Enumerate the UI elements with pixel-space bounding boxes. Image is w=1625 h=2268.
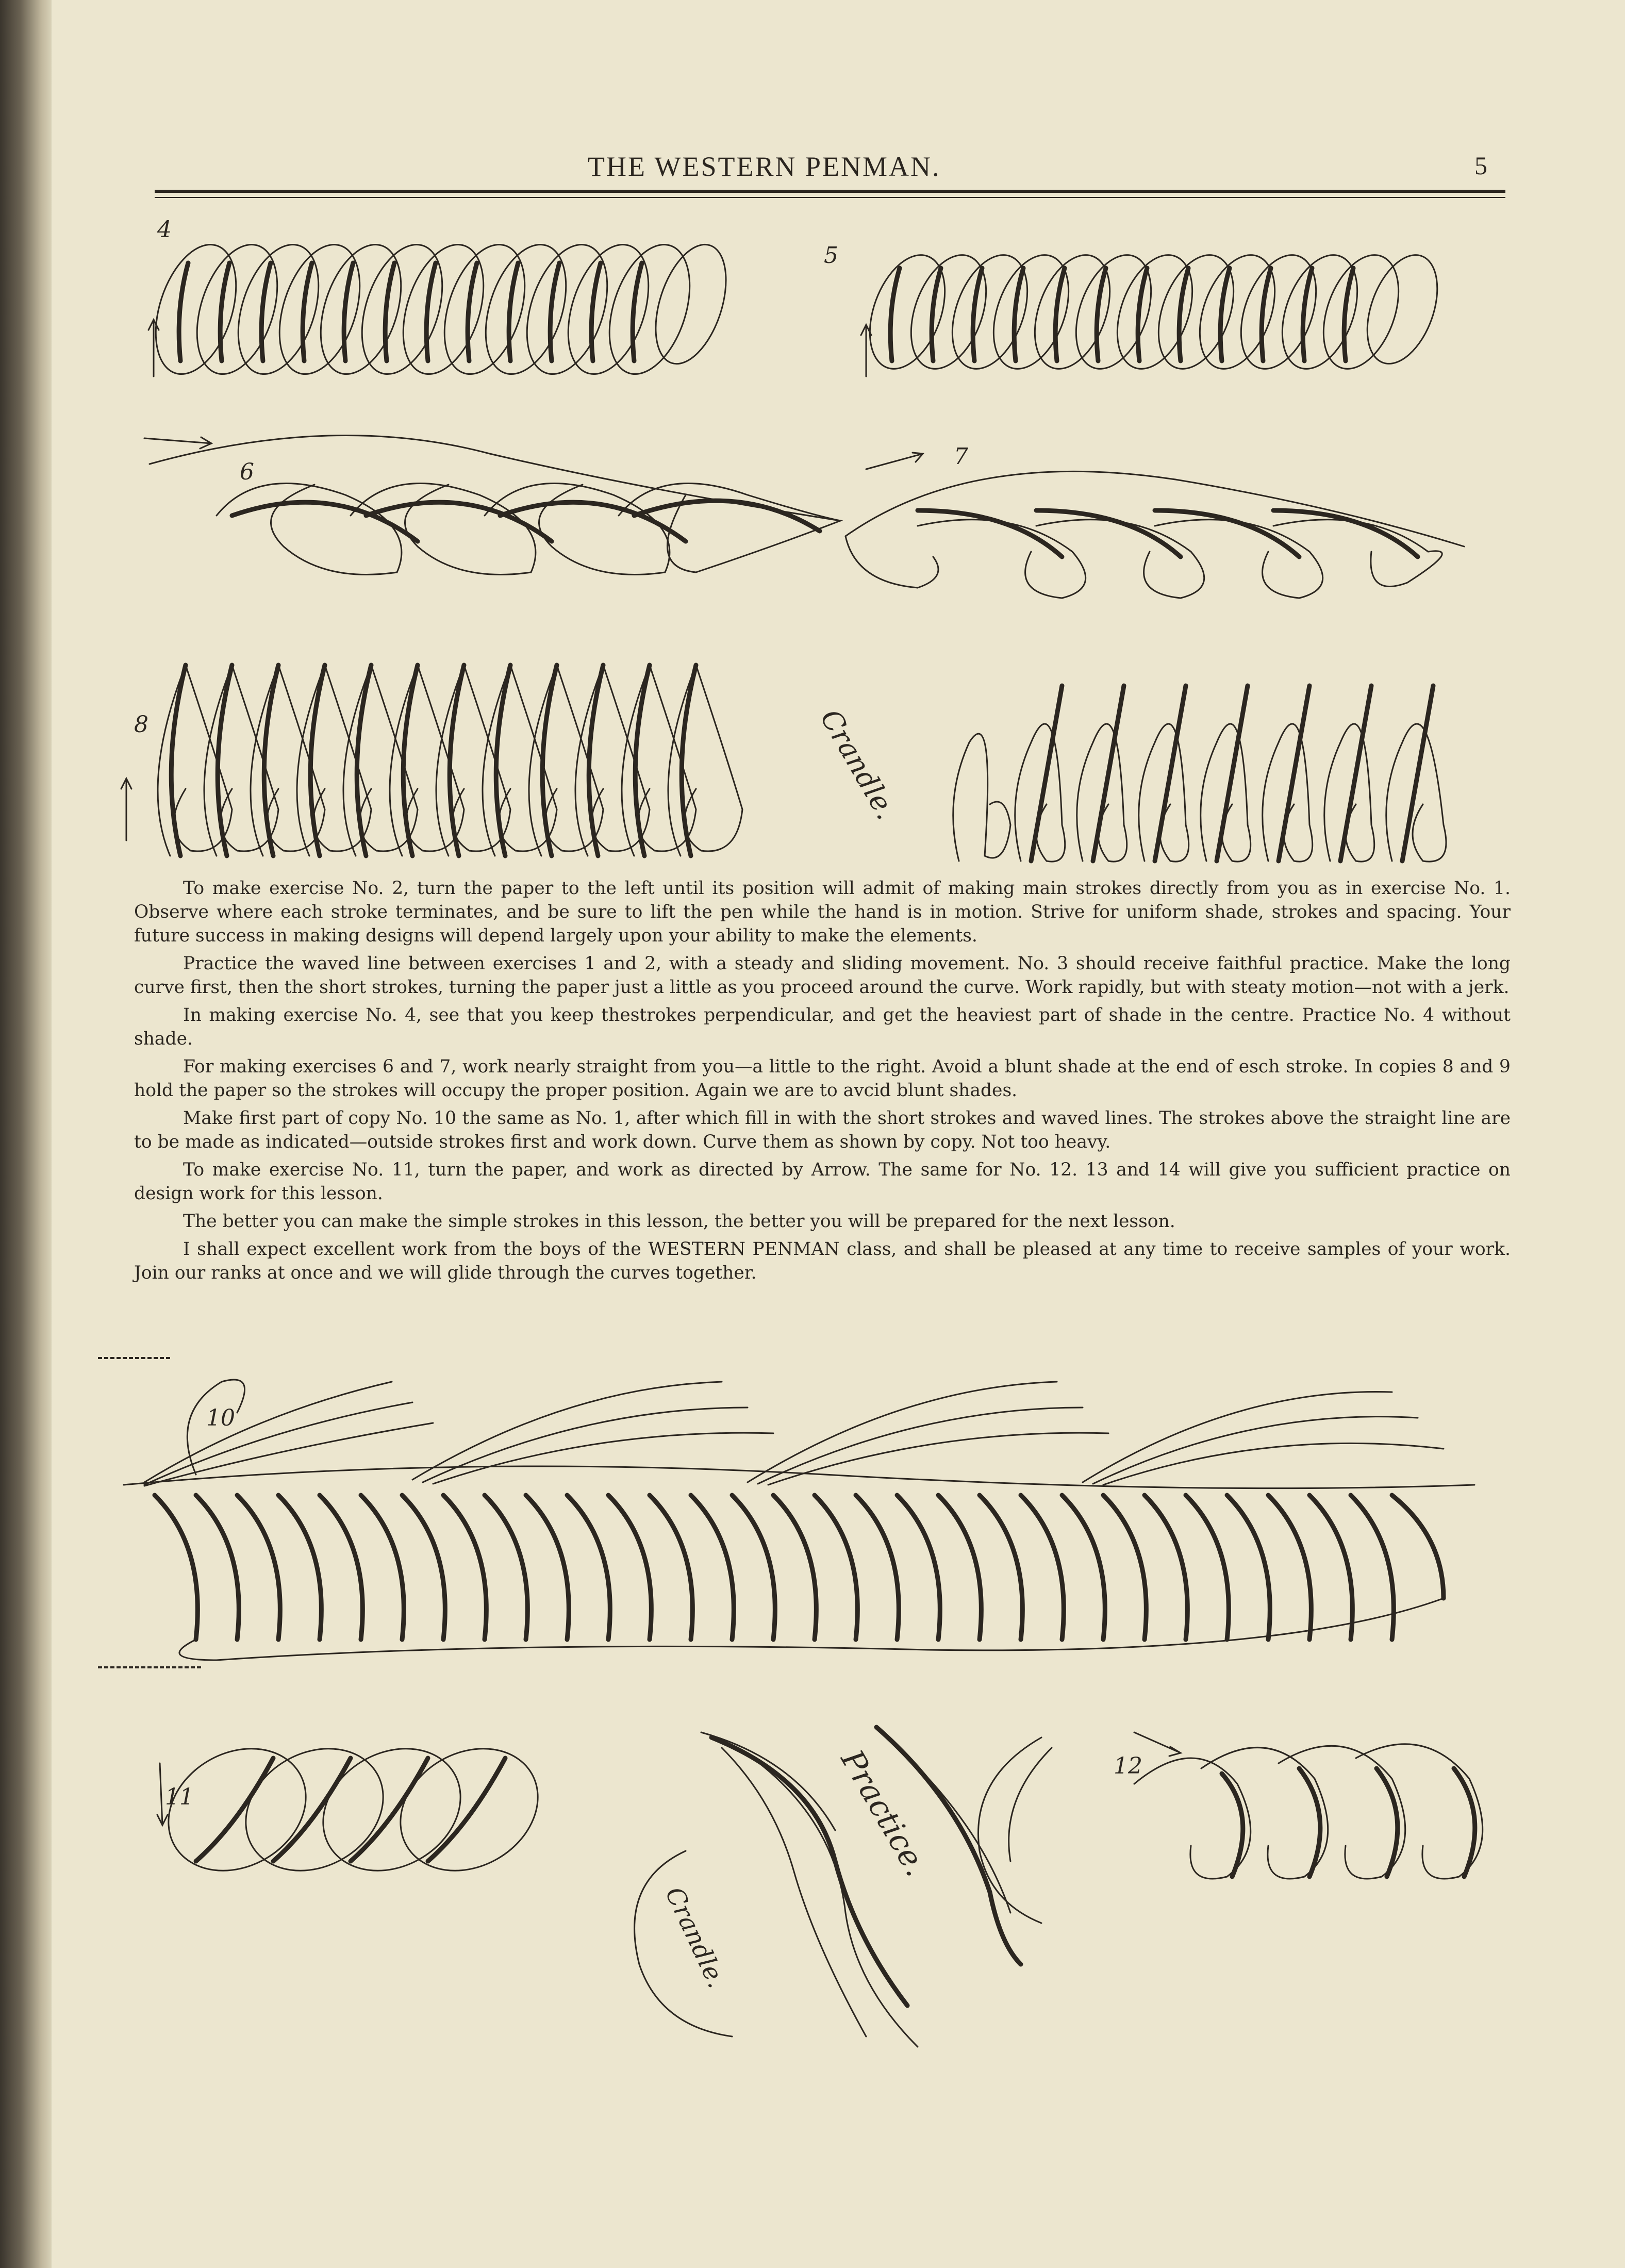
exercise-8-number: 8 (134, 711, 148, 738)
exercise-4-oval-chain (98, 217, 742, 392)
instruction-paragraph: I shall expect excellent work from the boys of the WESTERN PENMAN class, and shall be pleased at any time to receive samples of your work. Join our ranks at once and we will glide through the curves together. (134, 1239, 1511, 1283)
instruction-paragraph: To make exercise No. 11, turn the paper, and work as directed by Arrow. The same for No. 12. 13 and 14 will give you sufficient practice on design work for this lesson. (134, 1160, 1511, 1204)
header-rule-thin (155, 197, 1505, 198)
exercise-12-number: 12 (1114, 1753, 1142, 1779)
exercise-5-oval-chain (815, 222, 1474, 392)
exercise-5-number: 5 (824, 242, 838, 269)
running-title: THE WESTERN PENMAN. (588, 151, 941, 182)
exercise-10-flourish-band (103, 1351, 1505, 1670)
header-rule (155, 190, 1505, 193)
instructions-text (134, 876, 1511, 1289)
exercise-11-oval-strokes (103, 1722, 567, 1908)
exercise-7-leaf-strokes (815, 433, 1485, 608)
instruction-paragraph: Make first part of copy No. 10 the same as No. 1, after which fill in with the short strokes and waved lines. The strokes above the straight line are to be made as indicated—outside strokes first and work down. Curve them as shown by copy. Not too heavy. (134, 1108, 1511, 1152)
practice-word: Practice. (834, 1744, 935, 1883)
exercise-13-practice-design (598, 1717, 1093, 2088)
instruction-paragraph: For making exercises 6 and 7, work nearly straight from you—a little to the right. Avoid a blunt shade at the end of esch stroke. In copies 8 and 9 hold the paper so the strokes will occupy the proper position. Again we are to avcid blunt shades. (134, 1056, 1511, 1101)
exercise-6-number: 6 (240, 459, 254, 485)
exercise-6-leaf-strokes (129, 423, 861, 588)
instruction-paragraph: The better you can make the simple strokes in this lesson, the better you will be prepared for the next lesson. (183, 1211, 1175, 1232)
exercise-9-drop-strokes (928, 670, 1500, 866)
exercise-11-number: 11 (165, 1784, 194, 1810)
signature-crandle-2: Crandle. (659, 1882, 732, 1993)
exercise-10-number: 10 (206, 1405, 235, 1431)
page-number: 5 (1474, 151, 1487, 180)
instruction-paragraph: In making exercise No. 4, see that you keep thestrokes perpendicular, and get the heaviest part of shade in the centre. Practice No. 4 without shade. (134, 1005, 1511, 1049)
instruction-paragraph: Practice the waved line between exercises 1 and 2, with a steady and sliding movement. No. 3 should receive faithful practice. Make the long curve first, then the short strokes, turning the paper just a little as you proceed around the curve. Work rapidly, but with steaty motion—not with a jerk. (134, 953, 1511, 998)
exercise-8-drop-strokes (98, 655, 913, 861)
signature-crandle-1: Crandle. (814, 704, 903, 825)
exercise-4-number: 4 (157, 217, 172, 243)
book-binding (0, 0, 52, 2268)
instruction-paragraph: To make exercise No. 2, turn the paper to the left until its position will admit of making main strokes directly from you as in exercise No. 1. Observe where each stroke terminates, and be sure to lift the pen while the hand is in motion. Strive for uniform shade, strokes and spacing. Your future success in making designs will depend largely upon your ability to make the elements. (134, 878, 1511, 946)
exercise-12-loop-strokes (1103, 1712, 1505, 1918)
exercise-7-number: 7 (954, 443, 968, 470)
page (52, 0, 1625, 2268)
